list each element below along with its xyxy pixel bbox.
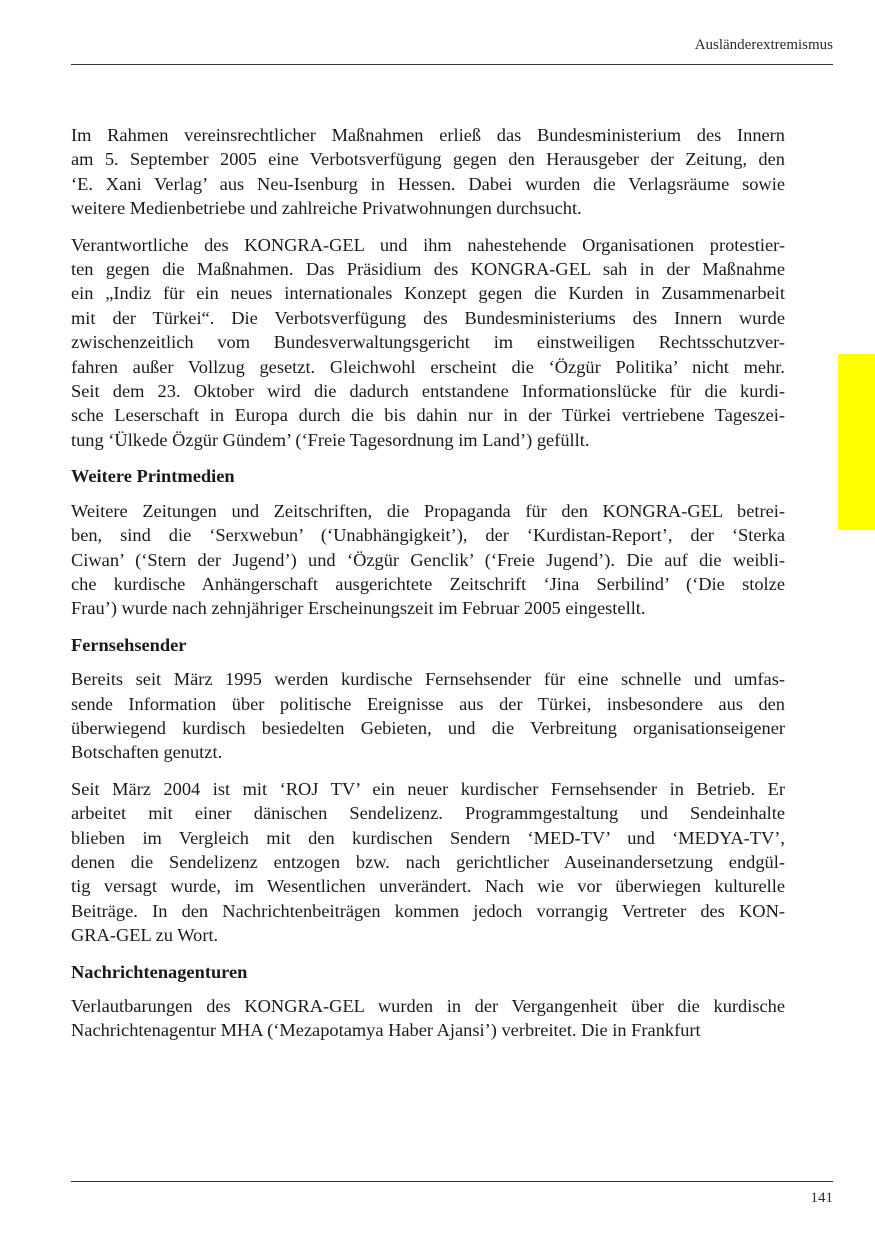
text-line: tung ‘Ülkede Özgür Gündem’ (‘Freie Tagesordnung im Land’) gefüllt. (71, 429, 590, 450)
text-line: blieben im Vergleich mit den kurdischen Sendern ‘MED-TV’ und ‘MEDYA-TV’, (71, 827, 785, 848)
text-line: weitere Medienbetriebe und zahlreiche Privatwohnungen durchsucht. (71, 198, 582, 219)
header-rule (71, 64, 833, 65)
chapter-color-tab (838, 354, 875, 530)
text-line: Nachrichtenagentur MHA (‘Mezapotamya Haber Ajansi’) verbreitet. Die in Frankfurt (71, 1020, 701, 1041)
paragraph-5 (71, 777, 785, 948)
text-line: tig versagt wurde, im Wesentlichen unverändert. Nach wie vor überwiegen kulturelle (71, 876, 785, 897)
footer-rule (71, 1181, 833, 1182)
text-line: Botschaften genutzt. (71, 742, 223, 763)
paragraph-1 (71, 123, 785, 221)
text-line: fahren außer Vollzug gesetzt. Gleichwohl erscheint die ‘Özgür Politika’ nicht mehr. (71, 356, 785, 377)
text-line: Weitere Zeitungen und Zeitschriften, die Propaganda für den KONGRA-GEL betrei- (71, 500, 785, 521)
text-line: Im Rahmen vereinsrechtlicher Maßnahmen erließ das Bundesministerium des Innern (71, 125, 785, 145)
page-number: 141 (810, 1190, 833, 1206)
text-line: Seit dem 23. Oktober wird die dadurch entstandene Informationslücke für die kurdi- (71, 381, 785, 402)
text-line: arbeitet mit einer dänischen Sendelizenz. Programmgestaltung und Sendeinhalte (71, 803, 785, 824)
paragraph-2 (71, 233, 785, 453)
text-line: Frau’) wurde nach zehnjähriger Erscheinungszeit im Februar 2005 eingestellt. (71, 598, 646, 619)
heading-nachrichtenagenturen: Nachrichtenagenturen (71, 961, 248, 982)
text-line: Seit März 2004 ist mit ‘ROJ TV’ ein neuer kurdischer Fernsehsender in Betrieb. Er (71, 778, 785, 799)
text-line: che kurdische Anhängerschaft ausgerichtete Zeitschrift ‘Jina Serbilind’ (‘Die stolze (71, 573, 785, 594)
text-line: ben, sind die ‘Serxwebun’ (‘Unabhängigkeit’), der ‘Kurdistan-Report’, der ‘Sterka (71, 525, 785, 546)
text-line: GRA-GEL zu Wort. (71, 925, 219, 946)
paragraph-4 (71, 667, 785, 765)
text-line: Verantwortliche des KONGRA-GEL und ihm nahestehende Organisationen protestier- (71, 234, 785, 255)
text-line: sche Leserschaft in Europa durch die bis dahin nur in der Türkei vertriebene Tageszei- (71, 405, 785, 426)
text-line: am 5. September 2005 eine Verbotsverfügung gegen den Herausgeber der Zeitung, den (71, 149, 785, 170)
text-line: sende Information über politische Ereignisse aus der Türkei, insbesondere aus den (71, 693, 785, 714)
text-line: zwischenzeitlich vom Bundesverwaltungsgericht im einstweiligen Rechtsschutzver- (71, 332, 785, 353)
text-line: mit der Türkei“. Die Verbotsverfügung des Bundesministeriums des Innern wurde (71, 307, 785, 328)
text-line: ten gegen die Maßnahmen. Das Präsidium des KONGRA-GEL sah in der Maßnahme (71, 259, 785, 280)
text-line: ein „Indiz für ein neues internationales Konzept gegen die Kurden in Zusammenarbeit (71, 283, 785, 304)
paragraph-6 (71, 994, 785, 1043)
text-line: Beiträge. In den Nachrichtenbeiträgen kommen jedoch vorrangig Vertreter des KON- (71, 900, 785, 921)
heading-fernsehsender: Fernsehsender (71, 634, 187, 655)
text-line: denen die Sendelizenz entzogen bzw. nach gerichtlicher Auseinandersetzung endgül- (71, 851, 785, 872)
running-header: Ausländerextremismus (694, 37, 833, 53)
text-line: Verlautbarungen des KONGRA-GEL wurden in der Vergangenheit über die kurdische (71, 996, 785, 1016)
paragraph-3 (71, 499, 785, 621)
text-line: ‘E. Xani Verlag’ aus Neu-Isenburg in Hessen. Dabei wurden die Verlagsräume sowie (71, 173, 785, 194)
heading-weitere-printmedien: Weitere Printmedien (71, 466, 235, 487)
text-line: überwiegend kurdisch besiedelten Gebieten, und die Verbreitung organisationseigener (71, 717, 785, 738)
text-line: Bereits seit März 1995 werden kurdische Fernsehsender für eine schnelle und umfas- (71, 669, 785, 690)
page-content (71, 123, 785, 1055)
text-line: Ciwan’ (‘Stern der Jugend’) und ‘Özgür Genclik’ (‘Freie Jugend’). Die auf die weibli- (71, 549, 785, 570)
